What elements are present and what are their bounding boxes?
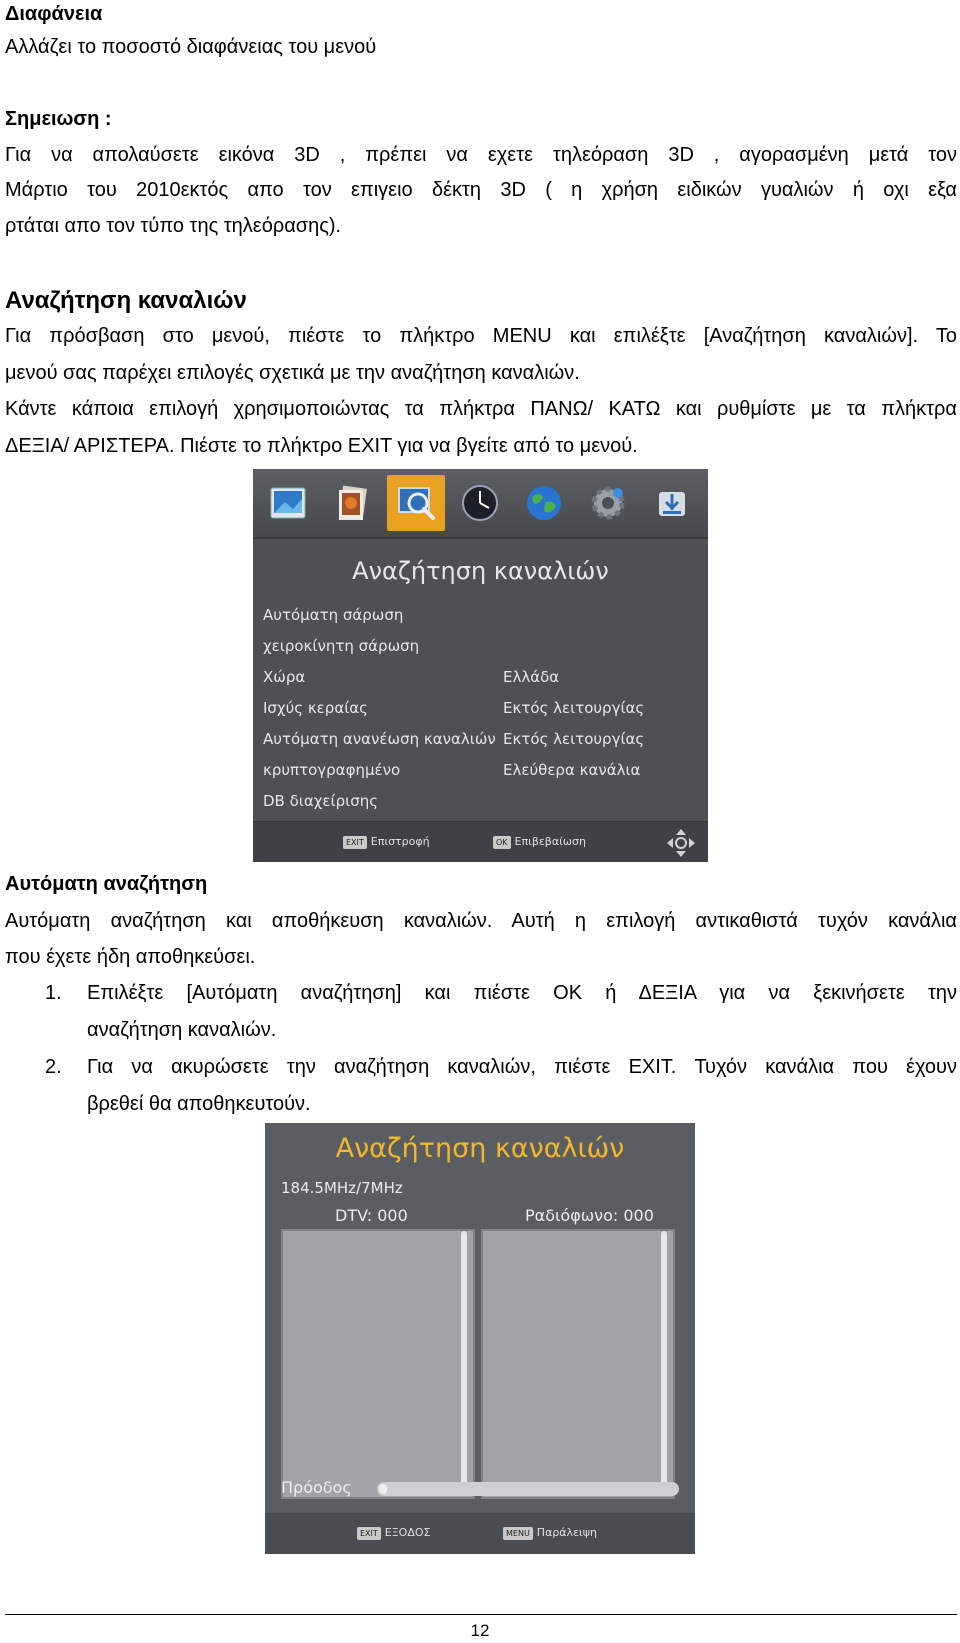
progress-bar (377, 1482, 679, 1496)
step-2-line-1: Για να ακυρώσετε την αναζήτηση καναλιών, πιέστε EXIT. Τυχόν κανάλια που έχουν (87, 1056, 957, 1078)
channel-search-line-1: Για πρόσβαση στο μενού, πιέστε το πλήκτρο MENU και επιλέξτε [Αναζήτηση καναλιών]. Το (5, 325, 957, 347)
footer-skip-button[interactable] (503, 1526, 597, 1540)
menu-key-icon: MENU (503, 1527, 533, 1540)
auto-search-line-2: που έχετε ήδη αποθηκεύσει. (5, 946, 256, 968)
photos-icon (323, 475, 381, 531)
step-2-number: 2. (45, 1056, 62, 1078)
channel-search-line-2: μενού σας παρέχει επιλογές σχετικά με την αναζήτηση καναλιών. (5, 362, 580, 384)
menu-value-encrypted: Ελεύθερα κανάλια (503, 761, 641, 779)
exit-key-icon: EXIT (357, 1527, 381, 1540)
auto-search-line-1: Αυτόματη αναζήτηση και αποθήκευση καναλιών. Αυτή η επιλογή αντικαθιστά τυχόν κανάλια (5, 910, 957, 932)
footer-exit-button[interactable] (343, 835, 430, 849)
dtv-list-scrollbar[interactable] (461, 1231, 467, 1493)
settings-gear-icon (579, 475, 637, 531)
menu-item-country[interactable]: Χώρα (263, 668, 306, 686)
channel-search-line-4: ΔΕΞΙΑ/ ΑΡΙΣΤΕΡΑ. Πιέστε το πλήκτρο EXIT για να βγείτε από το μενού. (5, 435, 638, 457)
step-1-line-2: αναζήτηση καναλιών. (87, 1019, 277, 1041)
exit-key-icon: EXIT (343, 836, 367, 849)
transparency-heading: Διαφάνεια (5, 3, 103, 25)
menu-value-country: Ελλάδα (503, 668, 560, 686)
menu-item-antenna-power[interactable]: Ισχύς κεραίας (263, 699, 368, 717)
note-line-1: Για να απολαύσετε εικόνα 3D , πρέπει να εχετε τηλεόραση 3D , αγορασμένη μετά τον (5, 144, 957, 166)
globe-icon (515, 475, 573, 531)
search-screen-title: Αναζήτηση καναλιών (335, 1133, 625, 1164)
search-icon (387, 475, 445, 531)
footer-skip-label: Παράλειψη (536, 1526, 597, 1539)
picture-icon (259, 475, 317, 531)
footer-exit-label: Επιστροφή (370, 835, 430, 848)
step-1-line-1: Επιλέξτε [Αυτόματη αναζήτηση] και πιέστε OK ή ΔΕΞΙΑ για να ξεκινήσετε την (87, 982, 957, 1004)
progress-label: Πρόοδος (281, 1478, 352, 1497)
menu-value-auto-update: Εκτός λειτουργίας (503, 730, 645, 748)
channel-search-menu-screenshot (253, 469, 708, 862)
navigation-arrows-icon (665, 827, 697, 862)
search-screen-footer (265, 1513, 695, 1554)
radio-channel-list (481, 1229, 675, 1499)
note-heading: Σημειωση : (5, 108, 112, 130)
footer-exit-button[interactable] (357, 1526, 430, 1540)
channel-search-line-3: Κάντε κάποια επιλογή χρησιμοποιώντας τα πλήκτρα ΠΑΝΩ/ ΚΑΤΩ και ρυθμίστε με τα πλήκτρα (5, 398, 957, 420)
usb-icon (643, 475, 701, 531)
menu-item-auto-update[interactable]: Αυτόματη ανανέωση καναλιών (263, 730, 496, 748)
menu-title: Αναζήτηση καναλιών (352, 557, 609, 585)
note-line-2: Μάρτιο του 2010εκτός απο τον επιγειο δέκτη 3D ( η χρήση ειδικών γυαλιών ή οχι εξα (5, 179, 957, 201)
radio-count: Ραδιόφωνο: 000 (525, 1206, 654, 1225)
step-2-line-2: βρεθεί θα αποθηκευτούν. (87, 1093, 311, 1115)
radio-list-scrollbar[interactable] (661, 1231, 667, 1493)
menu-item-encrypted[interactable]: κρυπτογραφημένο (263, 761, 401, 779)
menu-item-manual-scan[interactable]: χειροκίνητη σάρωση (263, 637, 420, 655)
progress-bar-fill (379, 1484, 387, 1494)
clock-icon (451, 475, 509, 531)
channel-search-heading: Αναζήτηση καναλιών (5, 287, 247, 314)
menu-value-antenna-power: Εκτός λειτουργίας (503, 699, 645, 717)
menu-item-db-management[interactable]: DB διαχείρισης (263, 792, 379, 810)
note-line-3: ρτάται απο τον τύπο της τηλεόρασης). (5, 215, 342, 237)
footer-ok-label: Επιβεβαίωση (514, 835, 586, 848)
frequency-readout: 184.5MHz/7MHz (281, 1179, 403, 1197)
auto-search-progress-screenshot (265, 1123, 695, 1554)
page-number: 12 (470, 1621, 490, 1640)
auto-search-heading: Αυτόματη αναζήτηση (5, 873, 208, 895)
dtv-count: DTV: 000 (335, 1206, 408, 1225)
menu-icon-bar (253, 469, 708, 539)
ok-key-icon: OK (493, 836, 511, 849)
transparency-text: Αλλάζει το ποσοστό διαφάνειας του μενού (5, 36, 377, 58)
footer-ok-button[interactable] (493, 835, 586, 849)
dtv-channel-list (281, 1229, 475, 1499)
menu-footer (253, 821, 708, 862)
step-1-number: 1. (45, 982, 62, 1004)
footer-exit-label: ΕΞΟΔΟΣ (384, 1526, 431, 1539)
footer-rule (5, 1614, 957, 1615)
menu-item-auto-scan[interactable]: Αυτόματη σάρωση (263, 606, 404, 624)
